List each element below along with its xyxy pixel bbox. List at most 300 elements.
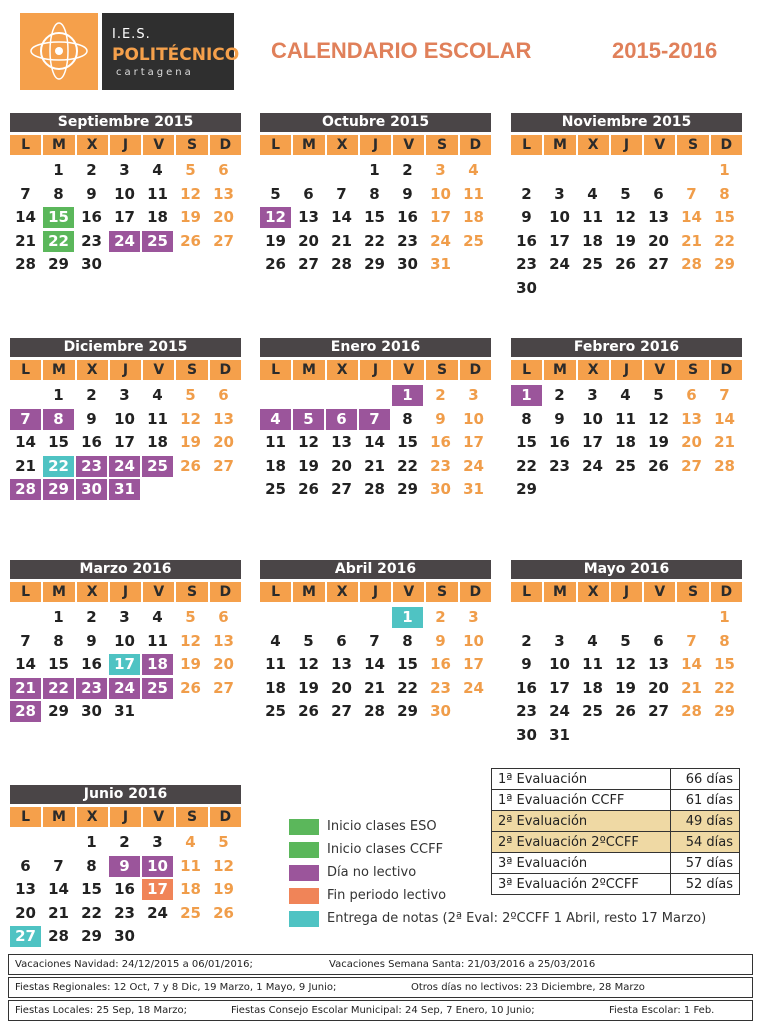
day-cell: 7	[719, 386, 730, 404]
weekday-label: J	[110, 135, 141, 155]
day-cell: 31	[549, 725, 570, 744]
evaluation-name: 3ª Evaluación	[492, 853, 671, 874]
weekday-label: X	[578, 135, 609, 155]
day-cell: 8	[86, 856, 97, 875]
weekday-label: D	[711, 135, 742, 155]
weekday-label: V	[644, 360, 675, 380]
evaluation-days: 57 días	[671, 853, 740, 874]
day-cell: 20	[213, 433, 234, 451]
footer-regionales: Fiestas Regionales: 12 Oct, 7 y 8 Dic, 19 Marzo, 1 Mayo, 9 Junio;	[15, 982, 337, 993]
day-cell: 11	[265, 433, 286, 451]
day-cell: 6	[218, 161, 229, 179]
day-cell: 3	[554, 631, 565, 650]
evaluation-days: 61 días	[671, 790, 740, 811]
day-cell: 17	[142, 879, 173, 900]
day-cell: 28	[331, 255, 352, 273]
day-cell: 22	[516, 456, 537, 475]
day-cell: 15	[48, 655, 69, 673]
day-cell: 24	[463, 678, 484, 697]
weekday-label: M	[544, 360, 575, 380]
day-cell: 27	[681, 456, 702, 475]
day-cell: 17	[549, 678, 570, 697]
legend-label: Entrega de notas (2ª Eval: 2ºCCFF 1 Abril, resto 17 Marzo)	[327, 911, 707, 926]
weekday-label: D	[460, 360, 491, 380]
weekday-label: V	[143, 582, 174, 602]
day-cell: 1	[392, 385, 423, 406]
weekday-label: L	[511, 135, 542, 155]
day-cell: 30	[516, 278, 537, 297]
day-cell: 27	[213, 678, 234, 697]
legend-label: Inicio clases ESO	[327, 819, 437, 834]
month-calendar	[10, 338, 241, 530]
day-cell: 13	[331, 655, 352, 673]
day-cell: 5	[653, 386, 664, 404]
day-cell: 22	[714, 231, 735, 250]
day-cell: 29	[43, 479, 74, 500]
month-calendar	[10, 113, 241, 305]
day-cell: 15	[364, 208, 385, 226]
day-cell: 16	[114, 880, 135, 898]
weekday-label: L	[511, 582, 542, 602]
day-cell: 9	[521, 208, 532, 226]
day-cell: 20	[298, 231, 319, 250]
day-cell: 13	[213, 409, 234, 428]
day-cell: 2	[554, 386, 565, 404]
day-cell: 18	[265, 678, 286, 697]
day-cell: 4	[152, 608, 163, 626]
day-cell: 24	[147, 903, 168, 922]
weekday-label: V	[143, 360, 174, 380]
day-cell: 13	[213, 631, 234, 650]
weekday-header	[10, 360, 241, 380]
weekday-label: X	[578, 360, 609, 380]
day-cell: 22	[81, 903, 102, 922]
day-cell: 15	[81, 880, 102, 898]
day-cell: 24	[549, 702, 570, 720]
weekday-label: S	[426, 360, 457, 380]
day-cell: 24	[109, 231, 140, 252]
weekday-label: J	[360, 582, 391, 602]
weekday-label: L	[10, 360, 41, 380]
day-cell: 7	[359, 409, 390, 430]
weekday-label: J	[611, 582, 642, 602]
day-cell: 4	[260, 409, 291, 430]
evaluation-name: 1ª Evaluación	[492, 769, 671, 790]
logo-line-2: POLITÉCNICO	[112, 45, 240, 65]
day-cell: 20	[648, 231, 669, 250]
day-cell: 17	[582, 433, 603, 451]
weekday-header	[260, 582, 491, 602]
day-cell: 28	[10, 701, 41, 722]
day-cell: 30	[397, 255, 418, 273]
day-cell: 17	[114, 433, 135, 451]
weekday-label: L	[260, 582, 291, 602]
day-cell: 14	[681, 208, 702, 226]
day-cell: 17	[463, 433, 484, 451]
day-cell: 27	[331, 702, 352, 720]
day-cell: 8	[369, 184, 380, 203]
day-cell: 9	[86, 409, 97, 428]
day-cell: 7	[10, 409, 41, 430]
day-cell: 7	[686, 631, 697, 650]
month-title: Noviembre 2015	[511, 113, 742, 132]
day-cell: 20	[681, 433, 702, 451]
day-cell: 16	[81, 433, 102, 451]
footer-semana-santa: Vacaciones Semana Santa: 21/03/2016 a 25/03/2016	[329, 959, 596, 970]
day-cell: 12	[260, 207, 291, 228]
day-cell: 31	[109, 479, 140, 500]
day-cell: 12	[298, 655, 319, 673]
footer-navidad: Vacaciones Navidad: 24/12/2015 a 06/01/2016;	[15, 959, 253, 970]
day-cell: 18	[180, 880, 201, 898]
day-cell: 16	[397, 208, 418, 226]
day-cell: 2	[86, 386, 97, 404]
day-cell: 21	[681, 678, 702, 697]
day-cell: 11	[147, 409, 168, 428]
day-cell: 20	[213, 655, 234, 673]
day-cell: 6	[303, 184, 314, 203]
day-cell: 12	[213, 856, 234, 875]
day-cell: 4	[270, 631, 281, 650]
footer-escolar: Fiesta Escolar: 1 Feb.	[609, 1005, 715, 1016]
day-cell: 17	[549, 231, 570, 250]
day-cell: 12	[298, 433, 319, 451]
day-cell: 5	[270, 184, 281, 203]
day-cell: 7	[336, 184, 347, 203]
weekday-label: J	[360, 135, 391, 155]
weekday-label: J	[110, 807, 141, 827]
day-cell: 14	[15, 208, 36, 226]
month-calendar	[511, 113, 742, 305]
day-cell: 7	[20, 631, 31, 650]
day-cell: 16	[549, 433, 570, 451]
footer-row-2	[8, 977, 753, 998]
day-cell: 9	[435, 631, 446, 650]
day-cell: 19	[213, 880, 234, 898]
month-title: Octubre 2015	[260, 113, 491, 132]
day-cell: 20	[331, 678, 352, 697]
month-title: Junio 2016	[10, 785, 241, 804]
day-cell: 9	[86, 631, 97, 650]
day-cell: 8	[43, 409, 74, 430]
day-cell: 9	[521, 655, 532, 673]
evaluation-row	[492, 832, 740, 853]
weekday-label: J	[360, 360, 391, 380]
day-cell: 10	[114, 184, 135, 203]
day-cell: 24	[430, 231, 451, 250]
weekday-label: M	[544, 582, 575, 602]
day-cell: 22	[397, 456, 418, 475]
day-cell: 26	[298, 702, 319, 720]
weekday-label: D	[460, 135, 491, 155]
day-cell: 6	[326, 409, 357, 430]
day-cell: 24	[582, 456, 603, 475]
day-cell: 13	[681, 409, 702, 428]
weekday-header	[10, 582, 241, 602]
day-cell: 3	[119, 161, 130, 179]
day-cell: 26	[615, 255, 636, 273]
day-cell: 12	[615, 655, 636, 673]
day-cell: 14	[714, 409, 735, 428]
evaluation-row	[492, 769, 740, 790]
day-cell: 28	[15, 255, 36, 273]
day-cell: 25	[463, 231, 484, 250]
weekday-label: M	[43, 582, 74, 602]
day-cell: 1	[369, 161, 380, 179]
evaluation-row	[492, 853, 740, 874]
day-cell: 5	[185, 386, 196, 404]
day-cell: 2	[435, 386, 446, 404]
day-cell: 1	[53, 608, 64, 626]
day-cell: 21	[714, 433, 735, 451]
month-title: Mayo 2016	[511, 560, 742, 579]
weekday-label: M	[43, 135, 74, 155]
day-cell: 22	[397, 678, 418, 697]
weekday-label: V	[143, 135, 174, 155]
day-cell: 26	[265, 255, 286, 273]
day-cell: 23	[76, 456, 107, 477]
day-cell: 8	[53, 184, 64, 203]
weekday-label: M	[293, 582, 324, 602]
day-cell: 25	[615, 456, 636, 475]
weekday-label: V	[393, 582, 424, 602]
day-cell: 17	[109, 654, 140, 675]
day-cell: 4	[468, 161, 479, 179]
gear-atom-icon	[20, 13, 98, 90]
day-cell: 19	[298, 678, 319, 697]
day-cell: 4	[152, 386, 163, 404]
day-cell: 19	[298, 456, 319, 475]
day-cell: 23	[516, 255, 537, 273]
day-cell: 18	[142, 654, 173, 675]
weekday-header	[260, 360, 491, 380]
day-cell: 16	[430, 433, 451, 451]
day-cell: 9	[554, 409, 565, 428]
day-cell: 2	[119, 833, 130, 851]
day-cell: 2	[86, 608, 97, 626]
day-cell: 29	[48, 702, 69, 720]
day-cell: 20	[15, 903, 36, 922]
weekday-label: D	[210, 582, 241, 602]
weekday-header	[511, 360, 742, 380]
footer-row-3	[8, 1000, 753, 1021]
day-cell: 26	[180, 456, 201, 475]
day-cell: 27	[648, 702, 669, 720]
page-title: CALENDARIO ESCOLAR	[271, 38, 532, 63]
weekday-label: M	[293, 135, 324, 155]
day-cell: 18	[582, 678, 603, 697]
weekday-label: D	[711, 360, 742, 380]
day-cell: 11	[582, 208, 603, 226]
day-cell: 17	[114, 208, 135, 226]
day-cell: 28	[681, 255, 702, 273]
day-cell: 10	[114, 409, 135, 428]
day-cell: 1	[719, 608, 730, 626]
legend-swatch	[289, 865, 319, 881]
day-cell: 21	[15, 456, 36, 475]
weekday-label: S	[176, 135, 207, 155]
day-cell: 10	[142, 856, 173, 877]
day-cell: 8	[402, 631, 413, 650]
day-cell: 28	[364, 480, 385, 498]
day-cell: 28	[364, 702, 385, 720]
day-cell: 10	[549, 655, 570, 673]
day-cell: 21	[364, 456, 385, 475]
month-calendar	[260, 338, 491, 530]
day-cell: 15	[714, 655, 735, 673]
weekday-label: V	[393, 360, 424, 380]
day-cell: 20	[213, 208, 234, 226]
day-cell: 5	[293, 409, 324, 430]
day-cell: 27	[298, 255, 319, 273]
day-cell: 29	[516, 480, 537, 498]
day-cell: 2	[435, 608, 446, 626]
logo-line-1: I.E.S.	[112, 27, 151, 42]
weekday-label: V	[143, 807, 174, 827]
weekday-label: V	[644, 135, 675, 155]
day-cell: 4	[620, 386, 631, 404]
weekday-label: X	[77, 360, 108, 380]
day-cell: 13	[15, 880, 36, 898]
weekday-label: X	[327, 360, 358, 380]
day-cell: 30	[516, 725, 537, 744]
day-cell: 14	[681, 655, 702, 673]
day-cell: 1	[719, 161, 730, 179]
day-cell: 29	[714, 702, 735, 720]
day-cell: 14	[48, 880, 69, 898]
evaluations-table	[491, 768, 740, 895]
weekday-label: J	[611, 135, 642, 155]
day-cell: 5	[303, 631, 314, 650]
month-calendar	[10, 560, 241, 752]
day-cell: 6	[20, 856, 31, 875]
legend-swatch	[289, 842, 319, 858]
day-cell: 1	[53, 161, 64, 179]
legend-label: Día no lectivo	[327, 865, 417, 880]
day-cell: 5	[620, 631, 631, 650]
day-cell: 28	[681, 702, 702, 720]
day-cell: 4	[587, 631, 598, 650]
day-cell: 23	[114, 903, 135, 922]
day-cell: 18	[265, 456, 286, 475]
month-calendar	[260, 113, 491, 305]
day-cell: 30	[81, 702, 102, 720]
day-cell: 28	[10, 479, 41, 500]
weekday-label: X	[578, 582, 609, 602]
day-cell: 12	[615, 208, 636, 226]
day-cell: 14	[364, 433, 385, 451]
weekday-label: X	[327, 135, 358, 155]
day-cell: 24	[549, 255, 570, 273]
weekday-label: M	[544, 135, 575, 155]
day-cell: 7	[369, 631, 380, 650]
day-cell: 28	[48, 927, 69, 945]
day-cell: 19	[180, 208, 201, 226]
day-cell: 2	[86, 161, 97, 179]
day-cell: 3	[119, 386, 130, 404]
day-cell: 5	[185, 161, 196, 179]
day-cell: 27	[10, 926, 41, 947]
day-cell: 16	[516, 678, 537, 697]
weekday-label: L	[10, 807, 41, 827]
month-title: Marzo 2016	[10, 560, 241, 579]
weekday-label: M	[43, 360, 74, 380]
day-cell: 14	[364, 655, 385, 673]
month-title: Diciembre 2015	[10, 338, 241, 357]
weekday-label: V	[393, 135, 424, 155]
day-cell: 18	[147, 208, 168, 226]
day-cell: 4	[152, 161, 163, 179]
day-cell: 14	[331, 208, 352, 226]
day-cell: 11	[265, 655, 286, 673]
weekday-label: S	[176, 582, 207, 602]
day-cell: 25	[142, 231, 173, 252]
day-cell: 3	[468, 608, 479, 626]
day-cell: 6	[686, 386, 697, 404]
day-cell: 15	[43, 207, 74, 228]
day-cell: 3	[468, 386, 479, 404]
day-cell: 29	[48, 255, 69, 273]
day-cell: 11	[147, 184, 168, 203]
weekday-label: S	[677, 360, 708, 380]
legend-item	[289, 909, 749, 932]
day-cell: 12	[648, 409, 669, 428]
day-cell: 23	[397, 231, 418, 250]
day-cell: 15	[714, 208, 735, 226]
weekday-label: L	[511, 360, 542, 380]
day-cell: 1	[53, 386, 64, 404]
weekday-label: J	[110, 360, 141, 380]
legend-swatch	[289, 888, 319, 904]
day-cell: 21	[10, 678, 41, 699]
day-cell: 23	[76, 678, 107, 699]
weekday-label: D	[210, 135, 241, 155]
weekday-label: M	[43, 807, 74, 827]
day-cell: 12	[180, 409, 201, 428]
day-cell: 19	[648, 433, 669, 451]
day-cell: 11	[582, 655, 603, 673]
day-cell: 3	[119, 608, 130, 626]
day-cell: 5	[218, 833, 229, 851]
weekday-header	[10, 135, 241, 155]
day-cell: 9	[402, 184, 413, 203]
day-cell: 19	[180, 655, 201, 673]
weekday-label: D	[460, 582, 491, 602]
day-cell: 7	[53, 856, 64, 875]
day-cell: 29	[364, 255, 385, 273]
day-cell: 2	[402, 161, 413, 179]
day-cell: 22	[43, 231, 74, 252]
month-calendar	[260, 560, 491, 752]
weekday-label: X	[77, 135, 108, 155]
day-cell: 25	[582, 255, 603, 273]
evaluation-days: 52 días	[671, 874, 740, 895]
day-cell: 31	[430, 255, 451, 273]
day-cell: 22	[364, 231, 385, 250]
day-cell: 13	[648, 208, 669, 226]
day-cell: 11	[180, 856, 201, 875]
day-cell: 6	[218, 386, 229, 404]
day-cell: 16	[430, 655, 451, 673]
weekday-label: S	[677, 135, 708, 155]
day-cell: 19	[180, 433, 201, 451]
day-cell: 26	[213, 903, 234, 922]
weekday-header	[10, 807, 241, 827]
day-cell: 15	[397, 433, 418, 451]
day-cell: 11	[463, 184, 484, 203]
weekday-label: S	[426, 135, 457, 155]
day-cell: 10	[463, 409, 484, 428]
